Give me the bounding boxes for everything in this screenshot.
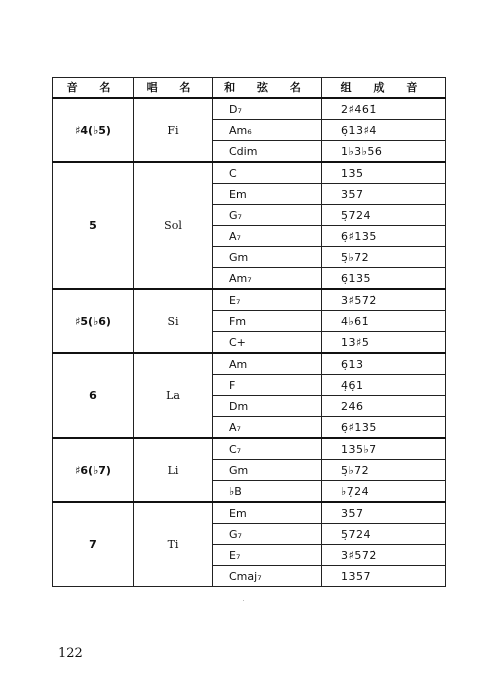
chord-table	[52, 77, 446, 587]
chord-name-cell: Fm	[213, 311, 322, 332]
header-solfege-name: 唱 名	[134, 78, 213, 99]
chord-tones-cell: 5̣♭72	[322, 247, 446, 268]
chord-tones-cell: 135	[322, 162, 446, 184]
page-number: 122	[58, 646, 83, 661]
header-chord-tones: 组 成 音	[322, 78, 446, 99]
solfege-cell: Fi	[134, 98, 213, 162]
chord-tones-cell: 4♭61̇	[322, 311, 446, 332]
chord-name-cell: D₇	[213, 98, 322, 120]
chord-name-cell: C+	[213, 332, 322, 354]
header-chord-name: 和 弦 名	[213, 78, 322, 99]
table-row	[53, 438, 446, 460]
chord-name-cell: Gm	[213, 247, 322, 268]
chord-tones-cell: 2♯461̇	[322, 98, 446, 120]
chord-name-cell: A₇	[213, 226, 322, 247]
table-row	[53, 98, 446, 120]
table-body	[53, 98, 446, 587]
chord-name-cell: E₇	[213, 545, 322, 566]
solfege-cell: Li	[134, 438, 213, 502]
chord-tones-cell: 1♭3♭56	[322, 141, 446, 163]
chord-name-cell: A₇	[213, 417, 322, 439]
chord-name-cell: F	[213, 375, 322, 396]
table-row	[53, 502, 446, 524]
solfege-cell: La	[134, 353, 213, 438]
chord-name-cell: Em	[213, 502, 322, 524]
chord-tones-cell: 13♯5	[322, 332, 446, 354]
chord-name-cell: Dm	[213, 396, 322, 417]
chord-tones-cell: 3♯572̇	[322, 545, 446, 566]
chord-name-cell: Cmaj₇	[213, 566, 322, 587]
chord-name-cell: Em	[213, 184, 322, 205]
chord-tones-cell: 6̣♯135	[322, 417, 446, 439]
chord-tones-cell: 6̣♯135	[322, 226, 446, 247]
chord-name-cell: ♭B	[213, 481, 322, 503]
chord-name-cell: Cdim	[213, 141, 322, 163]
chord-tones-cell: 246	[322, 396, 446, 417]
chord-tones-cell: 6̣13	[322, 353, 446, 375]
chord-tones-cell: 357	[322, 502, 446, 524]
note-name-cell: 6	[53, 353, 134, 438]
chord-name-cell: Gm	[213, 460, 322, 481]
table-row	[53, 289, 446, 311]
chord-tones-cell: 5̣♭72	[322, 460, 446, 481]
note-name-cell: ♯5(♭6)	[53, 289, 134, 353]
chord-tones-cell: 1357	[322, 566, 446, 587]
note-name-cell: ♯4(♭5)	[53, 98, 134, 162]
solfege-cell: Sol	[134, 162, 213, 289]
note-name-cell: 5	[53, 162, 134, 289]
chord-tones-cell: 135♭7	[322, 438, 446, 460]
header-note-name: 音 名	[53, 78, 134, 99]
chord-tones-cell: ♭7̣24	[322, 481, 446, 503]
chord-tones-cell: 3♯572̇	[322, 289, 446, 311]
chord-tones-cell: 6̣13♯4	[322, 120, 446, 141]
chord-tones-cell: 4̣6̣1	[322, 375, 446, 396]
note-name-cell: 7	[53, 502, 134, 587]
chord-name-cell: E₇	[213, 289, 322, 311]
chord-tones-cell: 5̣724	[322, 524, 446, 545]
chord-name-cell: C₇	[213, 438, 322, 460]
chord-tones-cell: 5̣724	[322, 205, 446, 226]
chord-name-cell: C	[213, 162, 322, 184]
scan-speck	[243, 600, 244, 601]
chord-name-cell: G₇	[213, 205, 322, 226]
chord-name-cell: G₇	[213, 524, 322, 545]
solfege-cell: Ti	[134, 502, 213, 587]
note-name-cell: ♯6(♭7)	[53, 438, 134, 502]
chord-name-cell: Am₇	[213, 268, 322, 290]
chord-tones-cell: 357	[322, 184, 446, 205]
table-row	[53, 162, 446, 184]
chord-name-cell: Am₆	[213, 120, 322, 141]
solfege-cell: Si	[134, 289, 213, 353]
chord-tones-cell: 6̣135	[322, 268, 446, 290]
table-row	[53, 353, 446, 375]
header-row	[53, 78, 446, 99]
chord-name-cell: Am	[213, 353, 322, 375]
